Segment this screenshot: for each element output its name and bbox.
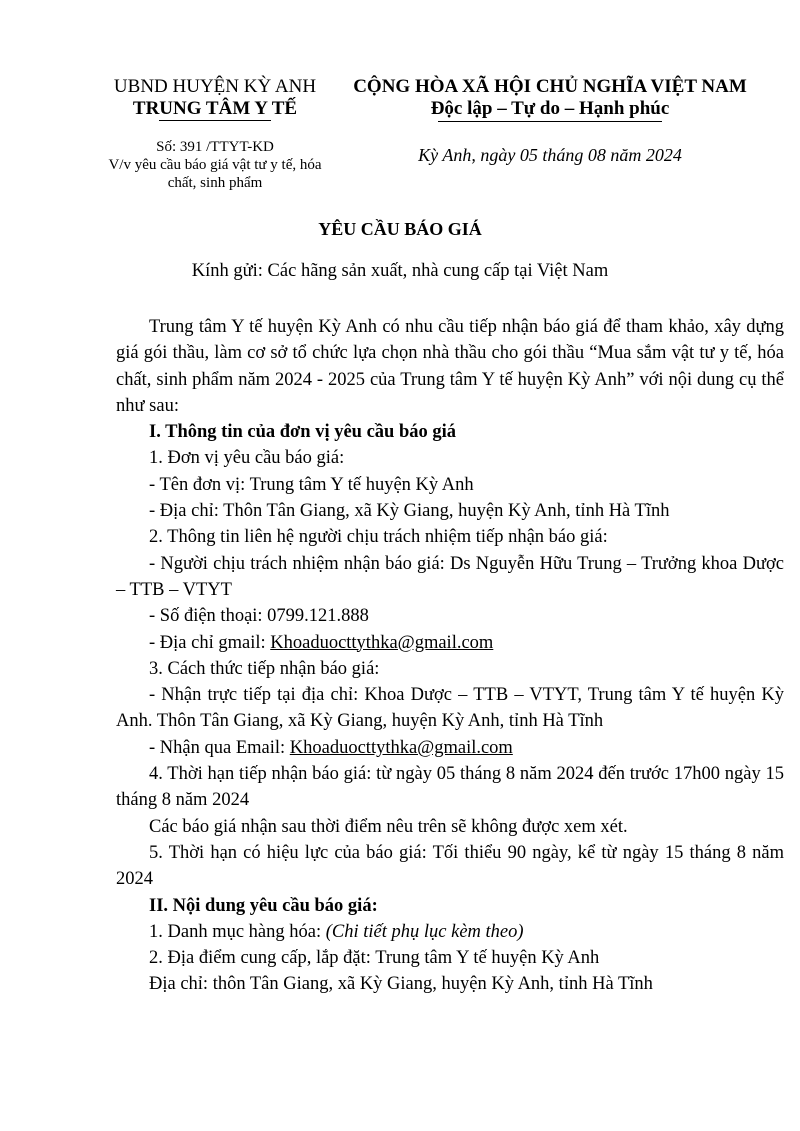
- address-line: - Địa chỉ: Thôn Tân Giang, xã Kỳ Giang, huyện Kỳ Anh, tỉnh Hà Tĩnh: [149, 501, 670, 522]
- section-2-heading: II. Nội dung yêu cầu báo giá:: [149, 895, 378, 916]
- gmail-link[interactable]: Khoaduocttythka@gmail.com: [270, 632, 494, 653]
- national-header: [335, 76, 765, 166]
- email-label: - Nhận qua Email:: [149, 737, 290, 758]
- section-2-address: Địa chỉ: thôn Tân Giang, xã Kỳ Giang, huyện Kỳ Anh, tỉnh Hà Tĩnh: [149, 974, 653, 995]
- motto-underline: [438, 121, 662, 122]
- unit-underline: [159, 120, 271, 121]
- responsible-person: - Người chịu trách nhiệm nhận báo giá: Ds Nguyễn Hữu Trung – Trưởng khoa Dược – TTB – VTYT: [116, 553, 784, 600]
- section-1-item-3: 3. Cách thức tiếp nhận báo giá:: [149, 658, 380, 679]
- section-2-item-1: [116, 919, 784, 945]
- gmail-label: - Địa chỉ gmail:: [149, 632, 271, 653]
- subject-line-2: chất, sinh phẩm: [167, 175, 263, 191]
- section-1-item-1: 1. Đơn vị yêu cầu báo giá:: [149, 448, 345, 469]
- document-body: [116, 314, 784, 998]
- agency-name: UBND HUYỆN KỲ ANH: [113, 76, 317, 97]
- document-number: Số: 391 /TTYT-KD: [156, 139, 274, 155]
- intro-paragraph: Trung tâm Y tế huyện Kỳ Anh có nhu cầu tiếp nhận báo giá để tham khảo, xây dựng giá gói thầu, làm cơ sở tổ chức lựa chọn nhà thầu cho gói thầu “Mua sắm vật tư y tế, hóa chất, sinh phẩm năm 2024 - 2025 của Trung tâm Y tế huyện Kỳ Anh” với nội dung cụ thể như sau:: [116, 317, 784, 416]
- document-title: YÊU CẦU BÁO GIÁ: [318, 219, 482, 239]
- national-motto: Độc lập – Tự do – Hạnh phúc: [430, 98, 670, 119]
- phone-line: - Số điện thoại: 0799.121.888: [149, 606, 369, 627]
- unit-name: TRUNG TÂM Y TẾ: [132, 98, 298, 119]
- section-2-item-2: 2. Địa điểm cung cấp, lắp đặt: Trung tâm Y tế huyện Kỳ Anh: [149, 948, 600, 969]
- email-line: [116, 735, 784, 761]
- late-note: Các báo giá nhận sau thời điểm nêu trên sẽ không được xem xét.: [149, 816, 628, 837]
- section-1-item-5: 5. Thời hạn có hiệu lực của báo giá: Tối thiểu 90 ngày, kể từ ngày 15 tháng 8 năm 2024: [116, 842, 784, 890]
- gmail-line: [116, 630, 784, 656]
- unit-name-line: - Tên đơn vị: Trung tâm Y tế huyện Kỳ Anh: [149, 474, 474, 495]
- section-1-item-2: 2. Thông tin liên hệ người chịu trách nhiệm tiếp nhận báo giá:: [149, 527, 608, 548]
- issuer-header: [95, 76, 335, 192]
- email-link[interactable]: Khoaduocttythka@gmail.com: [289, 737, 513, 758]
- subject-line-1: V/v yêu cầu báo giá vật tư y tế, hóa: [108, 157, 322, 173]
- nation-name: CỘNG HÒA XÃ HỘI CHỦ NGHĨA VIỆT NAM: [353, 76, 747, 97]
- greeting: Kính gửi: Các hãng sản xuất, nhà cung cấp tại Việt Nam: [191, 261, 609, 281]
- goods-list-label: 1. Danh mục hàng hóa:: [149, 921, 326, 942]
- section-1-item-4: 4. Thời hạn tiếp nhận báo giá: từ ngày 05 tháng 8 năm 2024 đến trước 17h00 ngày 15 tháng 8 năm 2024: [116, 764, 784, 811]
- goods-list-note: (Chi tiết phụ lục kèm theo): [325, 921, 524, 942]
- place-date: Kỳ Anh, ngày 05 tháng 08 năm 2024: [418, 145, 682, 165]
- direct-delivery: - Nhận trực tiếp tại địa chỉ: Khoa Dược – TTB – VTYT, Trung tâm Y tế huyện Kỳ Anh. Thôn Tân Giang, xã Kỳ Giang, huyện Kỳ Anh, tỉnh Hà Tĩnh: [116, 685, 784, 732]
- section-1-heading: I. Thông tin của đơn vị yêu cầu báo giá: [149, 422, 457, 443]
